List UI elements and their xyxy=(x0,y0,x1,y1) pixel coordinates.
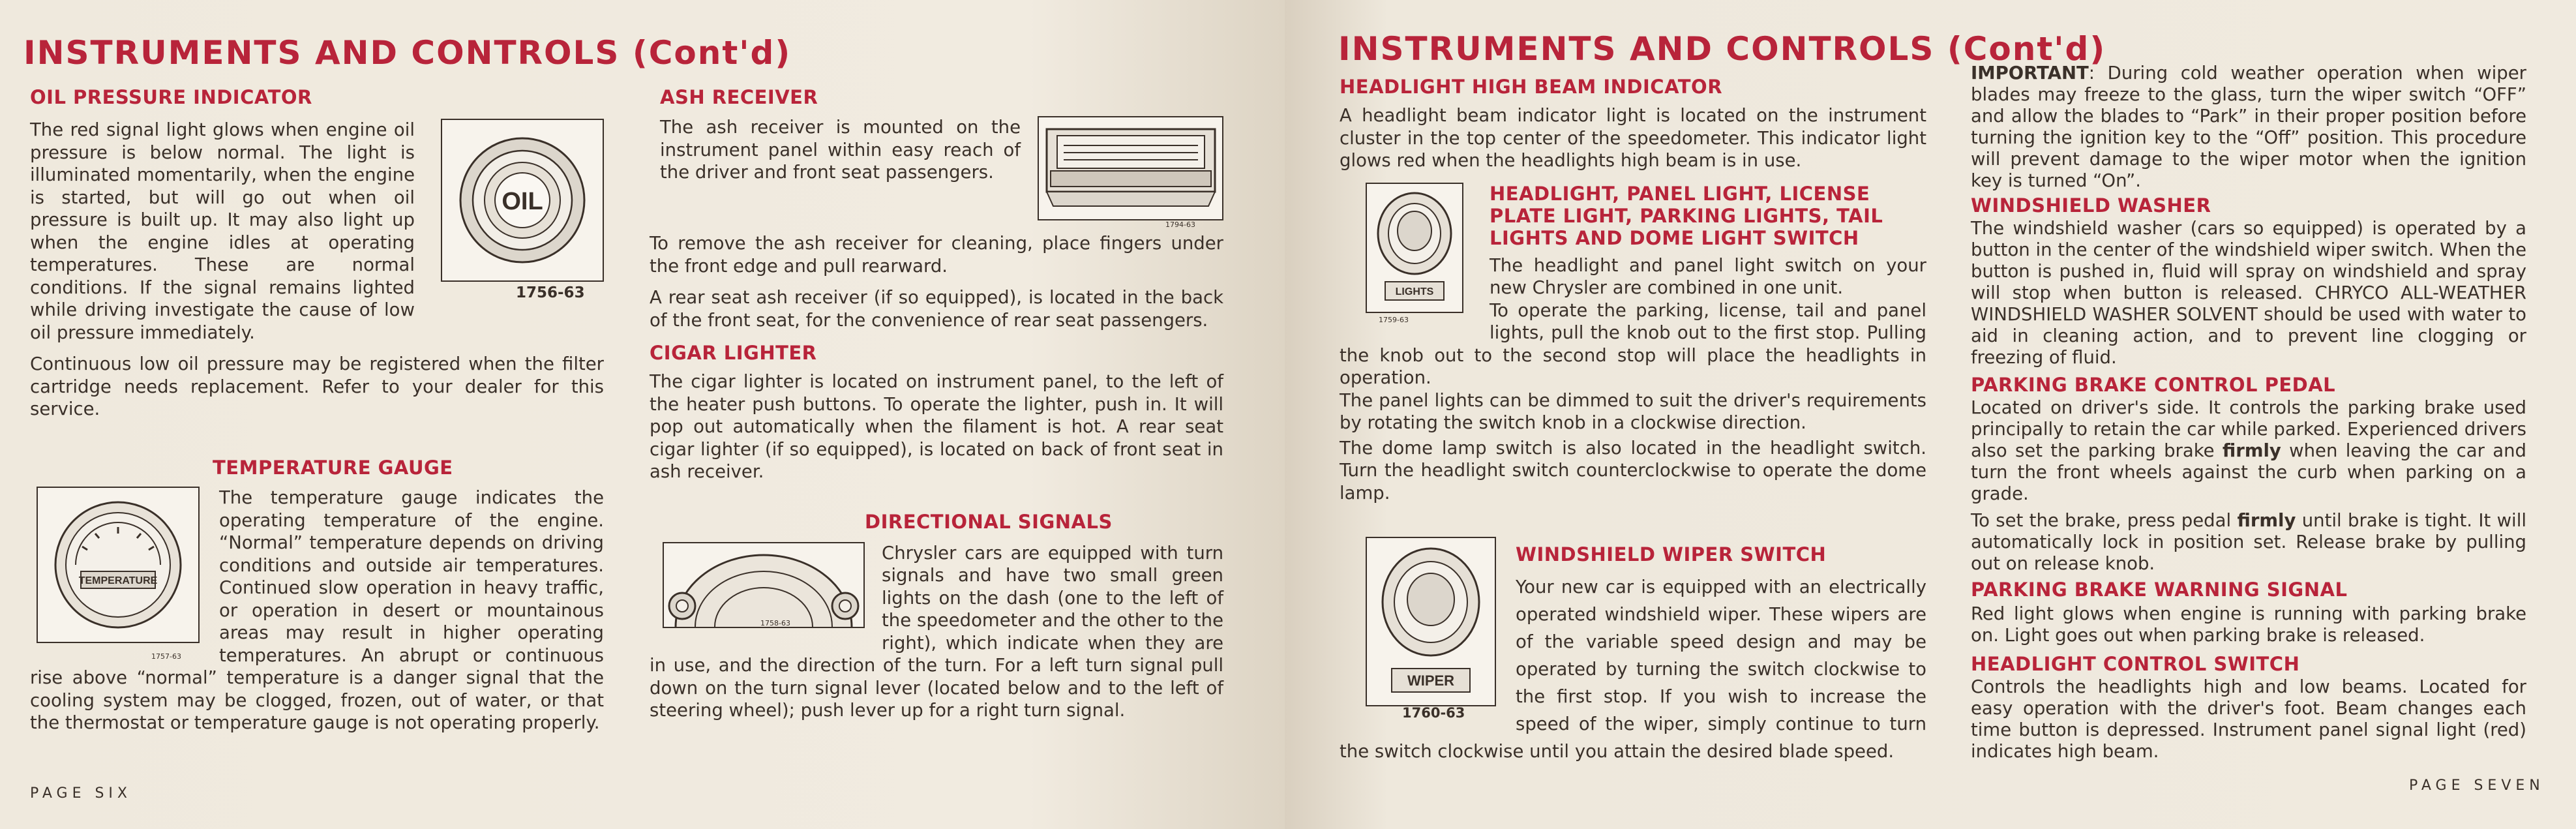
lights-figure xyxy=(1366,183,1470,326)
heading-high-beam-indicator: HEADLIGHT HIGH BEAM INDICATOR xyxy=(1340,76,1723,98)
temperature-figure xyxy=(37,487,206,664)
cigar-paragraph: The cigar lighter is located on instrument panel, to the left of the heater push buttons. To operate the lighter, push in. It will pop out automatically when the filament is hot. A rear seat cigar lighter (if so equipped), is located on back of front seat in ash receiver. xyxy=(650,371,1223,482)
important-paragraph: IMPORTANT: During cold weather operation when wiper blades may freeze to the glass, turn the wiper switch “OFF” and allow the blades to “Park” in their proper position before turning the ignition key to the “Off” position. This procedure will prevent damage to the wiper motor when the ignition key is turned “On”. xyxy=(1971,63,2526,191)
left-column-1-temp xyxy=(30,457,604,734)
ash-figure-number: 1794-63 xyxy=(1165,220,1195,229)
oil-gauge-icon xyxy=(441,119,604,282)
signals-paragraph: Chrysler cars are equipped with turn signals and have two small green lights on the dash (one to the left of the speedometer and the other to the right), which indicate when they are in use, and the direction of the turn. For a left turn signal pull down on the turn signal lever (located below and to the left of steering wheel); push lever up for a right turn signal. xyxy=(650,542,1223,721)
right-column-2 xyxy=(1971,63,2526,762)
heading-wiper-switch: WINDSHIELD WIPER SWITCH xyxy=(1516,543,1827,565)
heading-temperature-gauge: TEMPERATURE GAUGE xyxy=(213,457,453,479)
wiper-figure-number: 1760-63 xyxy=(1402,705,1465,721)
heading-parking-brake-pedal: PARKING BRAKE CONTROL PEDAL xyxy=(1971,374,2336,396)
signals-figure-number: 1758-63 xyxy=(760,618,790,627)
turn-signal-lights-icon xyxy=(663,542,865,628)
heading-ash-receiver: ASH RECEIVER xyxy=(660,86,818,108)
page-number-left: PAGE SIX xyxy=(30,785,132,802)
lights-paragraph-2: To operate the parking, license, tail and panel lights, pull the knob out to the first stop. Pulling the knob out to the second stop will place the headlights in operation. xyxy=(1340,299,1926,388)
wiper-paragraph: Your new car is equipped with an electrically operated windshield wiper. These wipers are of the variable speed design and may be operated by turning the switch clockwise to the first stop. If you wish to increase the speed of the wiper, simply continue to turn the switch clockwise until you attain the desired blade speed. xyxy=(1340,577,1926,762)
ash-receiver-figure xyxy=(1038,116,1223,228)
oil-figure xyxy=(441,119,604,303)
page-title-right: INSTRUMENTS AND CONTROLS (Cont'd) xyxy=(1338,30,2106,68)
page-title-left: INSTRUMENTS AND CONTROLS (Cont'd) xyxy=(23,34,792,72)
heading-windshield-washer: WINDSHIELD WASHER xyxy=(1971,194,2211,217)
lights-paragraph-3: The panel lights can be dimmed to suit the driver's requirements by rotating the switch knob in a clockwise direction. xyxy=(1340,389,1926,433)
oil-paragraph-1: The red signal light glows when engine oil pressure is below normal. The light is illuminated momentarily, when the engine is started, but will go out when oil pressure is built up. It may also light up when the engine idles at operating temperatures. These are normal conditions. If the signal remains lighted while driving investigate the cause of low oil pressure immediately. xyxy=(30,119,415,343)
temperature-gauge-icon xyxy=(37,487,200,643)
ash-paragraph-2: To remove the ash receiver for cleaning, place fingers under the front edge and pull rearward. xyxy=(650,233,1223,277)
important-lead: IMPORTANT xyxy=(1971,63,2089,83)
ash-paragraph-1: The ash receiver is mounted on the instrument panel within easy reach of the driver and front seat passengers. xyxy=(660,117,1021,183)
high-beam-paragraph: A headlight beam indicator light is located on the instrument cluster in the top center of the speedometer. This indicator light glows red when the headlights high beam is in use. xyxy=(1340,105,1926,171)
left-column-1 xyxy=(30,86,604,421)
lights-paragraph-1: The headlight and panel light switch on your new Chrysler are combined in one unit. xyxy=(1490,254,1926,298)
heading-oil-pressure: OIL PRESSURE INDICATOR xyxy=(30,86,312,108)
ash-paragraph-3: A rear seat ash receiver (if so equipped), is located in the back of the front seat, for the convenience of rear seat passengers. xyxy=(650,287,1223,331)
lights-paragraph-4: The dome lamp switch is also located in the headlight switch. Turn the headlight switch counterclockwise to operate the dome lamp. xyxy=(1340,437,1926,504)
heading-headlight-control-switch: HEADLIGHT CONTROL SWITCH xyxy=(1971,653,2300,675)
wiper-switch-icon xyxy=(1366,537,1496,706)
brake-paragraph-1: Located on driver's side. It controls the parking brake used principally to retain the car while parked. Experienced drivers also set the parking brake firmly when leaving the car and turn the front wheels against the curb when parking on a grade. xyxy=(1971,397,2526,504)
wiper-figure xyxy=(1366,537,1496,719)
oil-paragraph-2: Continuous low oil pressure may be registered when the filter cartridge needs replacement. Refer to your dealer for this service. xyxy=(30,354,604,419)
hcs-paragraph: Controls the headlights high and low beams. Located for easy operation with the driver's foot. Beam changes each time button is depressed. Instrument panel signal light (red) indicates high beam. xyxy=(1971,676,2526,762)
svg-text:TEMPERATURE: TEMPERATURE xyxy=(78,575,158,586)
heading-parking-brake-warning: PARKING BRAKE WARNING SIGNAL xyxy=(1971,579,2348,601)
svg-text:WIPER: WIPER xyxy=(1407,672,1455,689)
temperature-paragraph: The temperature gauge indicates the operating temperature of the engine. “Normal” temperature depends on driving conditions and outside air temperatures. Continued slow operation in heavy traffic, or operation in desert or mountainous areas may result in higher operating temperatures. An abrupt or continuous rise above “normal” temperature is a danger signal that the cooling system may be clogged, frozen, out of water, or that the thermostat or temperature gauge is not operating properly. xyxy=(30,487,604,733)
lights-figure-number: 1759-63 xyxy=(1379,315,1409,324)
svg-text:LIGHTS: LIGHTS xyxy=(1395,286,1434,297)
svg-text:OIL: OIL xyxy=(502,188,543,215)
heading-cigar-lighter: CIGAR LIGHTER xyxy=(650,342,817,364)
right-column-1 xyxy=(1340,76,1926,765)
heading-light-switch: HEADLIGHT, PANEL LIGHT, LICENSE PLATE LIGHT, PARKING LIGHTS, TAIL LIGHTS AND DOME LIGHT SWITCH xyxy=(1490,182,1883,249)
temperature-figure-number: 1757-63 xyxy=(151,652,181,661)
page-seven xyxy=(1285,0,2576,829)
headlight-switch-icon xyxy=(1366,183,1463,313)
oil-figure-number: 1756-63 xyxy=(516,284,585,301)
washer-paragraph: The windshield washer (cars so equipped) is operated by a button in the center of the windshield wiper switch. When the button is pushed in, fluid will spray on windshield and spray will stop when button is released. CHRYCO ALL-WEATHER WINDSHIELD WASHER SOLVENT should be used with water to aid in cleaning action, and to prevent line clogging or freezing of fluid. xyxy=(1971,218,2526,368)
left-column-2 xyxy=(650,86,1223,722)
page-six xyxy=(0,0,1285,829)
page-number-right: PAGE SEVEN xyxy=(2409,777,2545,794)
heading-directional-signals: DIRECTIONAL SIGNALS xyxy=(865,510,1113,533)
directional-signals-figure xyxy=(663,542,865,631)
warning-paragraph: Red light glows when engine is running with parking brake on. Light goes out when parking brake is released. xyxy=(1971,603,2526,646)
ash-receiver-icon xyxy=(1038,116,1223,220)
brake-paragraph-2: To set the brake, press pedal firmly until brake is tight. It will automatically lock in position set. Release brake by pulling out on release knob. xyxy=(1971,510,2526,574)
